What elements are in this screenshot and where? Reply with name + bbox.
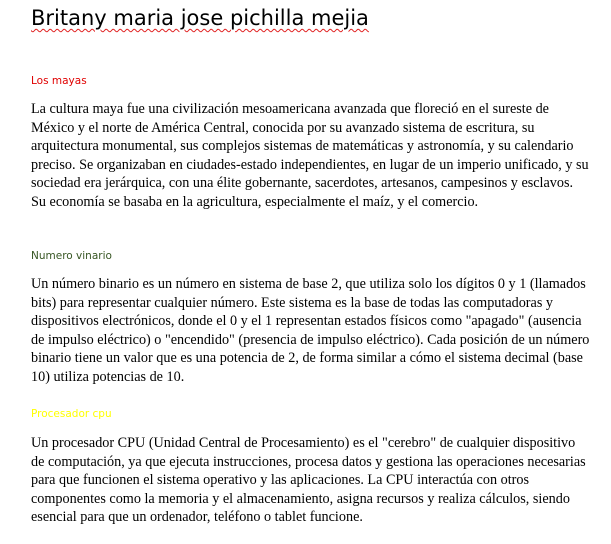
document-title[interactable]: Britany maria jose pichilla mejia — [31, 6, 369, 30]
section-paragraph-los-mayas[interactable]: La cultura maya fue una civilización mesoamericana avanzada que floreció en el sureste de México y el norte de América Central, conocida por su avanzado sistema de escritura, su arquitectura monumental, sus complejos sistemas de matemáticas y astronomía, y su calendario preciso. Se organizaban en ciudades-estado independientes, en lugar de un imperio unificado, y su sociedad era jerárquica, con una élite gobernante, sacerdotes, artesanos, campesinos y esclavos. Su economía se basaba en la agricultura, especialmente el maíz, y el comercio. — [31, 101, 589, 210]
section-heading-procesador-cpu[interactable]: Procesador cpu — [31, 408, 112, 420]
section-heading-los-mayas[interactable]: Los mayas — [31, 75, 87, 87]
section-paragraph-procesador-cpu[interactable]: Un procesador CPU (Unidad Central de Procesamiento) es el "cerebro" de cualquier dispositivo de computación, ya que ejecuta instrucciones, procesa datos y gestiona las operaciones necesarias para que funcionen el sistema operativo y las aplicaciones. La CPU interactúa con otros componentes como la memoria y el almacenamiento, asigna recursos y realiza cálculos, siendo esencial para que un ordenador, teléfono o tablet funcione. — [31, 435, 586, 526]
section-paragraph-numero-vinario[interactable]: Un número binario es un número en sistema de base 2, que utiliza solo los dígitos 0 y 1 (llamados bits) para representar cualquier número. Este sistema es la base de todas las computadoras y dispositivos electrónicos, donde el 0 y el 1 representan estados físicos como "apagado" (ausencia de impulso eléctrico) o "encendido" (presencia de impulso eléctrico). Cada posición de un número binario tiene un valor que es una potencia de 2, de forma similar a cómo el sistema decimal (base 10) utiliza potencias de 10. — [31, 276, 590, 385]
section-heading-numero-vinario[interactable]: Numero vinario — [31, 250, 112, 262]
